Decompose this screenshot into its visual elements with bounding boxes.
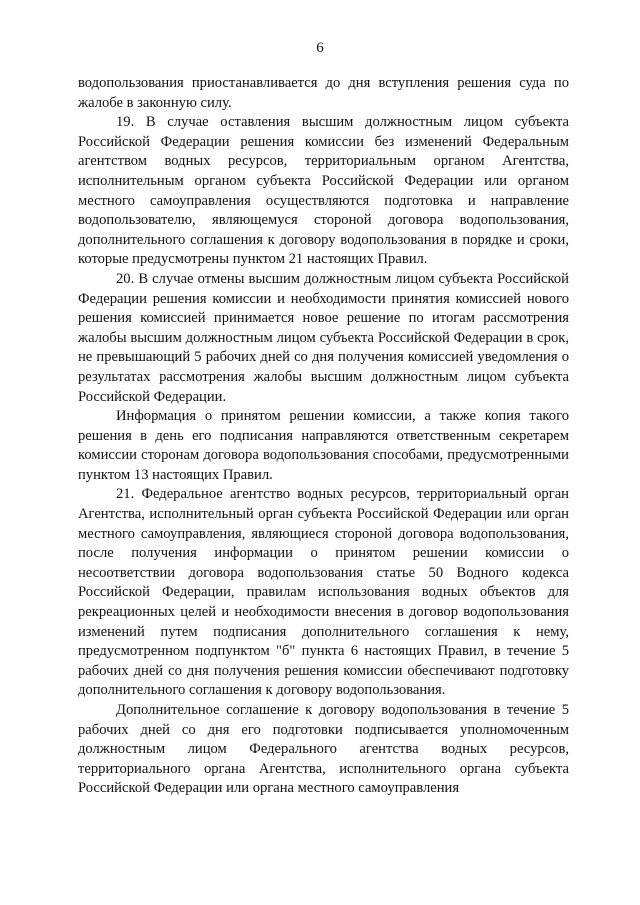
page-number: 6: [316, 40, 324, 56]
document-body: [78, 74, 569, 799]
paragraph-continuation: водопользования приостанавливается до дня вступления решения суда по жалобе в законную силу.: [78, 75, 569, 111]
paragraph-additional-agreement: Дополнительное соглашение к договору водопользования в течение 5 рабочих дней со дня его подготовки подписывается уполномоченным должностным лицом Федерального агентства водных ресурсов, территориального органа Агентства, исполнительного органа субъекта Российской Федерации или органа местного самоуправления: [78, 702, 569, 797]
paragraph-decision-info: Информация о принятом решении комиссии, а также копия такого решения в день его подписания направляются ответственным секретарем комиссии сторонам договора водопользования способами, предусмотренными пунктом 13 настоящих Правил.: [78, 408, 569, 483]
paragraph-21: 21. Федеральное агентство водных ресурсов, территориальный орган Агентства, исполнительный орган субъекта Российской Федерации или орган местного самоуправления, являющиеся стороной договора водопользования, после получения информации о принятом решении комиссии о несоответствии договора водопользования статье 50 Водного кодекса Российской Федерации, правилам использования водных объектов для рекреационных целей и необходимости внесения в договор водопользования изменений путем подписания дополнительного соглашения к нему, предусмотренном подпунктом "б" пункта 6 настоящих Правил, в течение 5 рабочих дней со дня получения решения комиссии обеспечивают подготовку дополнительного соглашения к договору водопользования.: [78, 486, 569, 699]
paragraph-19: 19. В случае оставления высшим должностным лицом субъекта Российской Федерации решения комиссии без изменений Федеральным агентством водных ресурсов, территориальным органом Агентства, исполнительным органом субъекта Российской Федерации или органом местного самоуправления осуществляются подготовка и направление водопользователю, являющемуся стороной договора водопользования, дополнительного соглашения к договору водопользования в порядке и сроки, которые предусмотрены пунктом 21 настоящих Правил.: [78, 114, 569, 268]
paragraph-20: 20. В случае отмены высшим должностным лицом субъекта Российской Федерации решения комиссии и необходимости принятия комиссией нового решения комиссией принимается новое решение по итогам рассмотрения жалобы высшим должностным лицом субъекта Российской Федерации в срок, не превышающий 5 рабочих дней со дня получения комиссией уведомления о результатах рассмотрения жалобы высшим должностным лицом субъекта Российской Федерации.: [78, 270, 569, 405]
